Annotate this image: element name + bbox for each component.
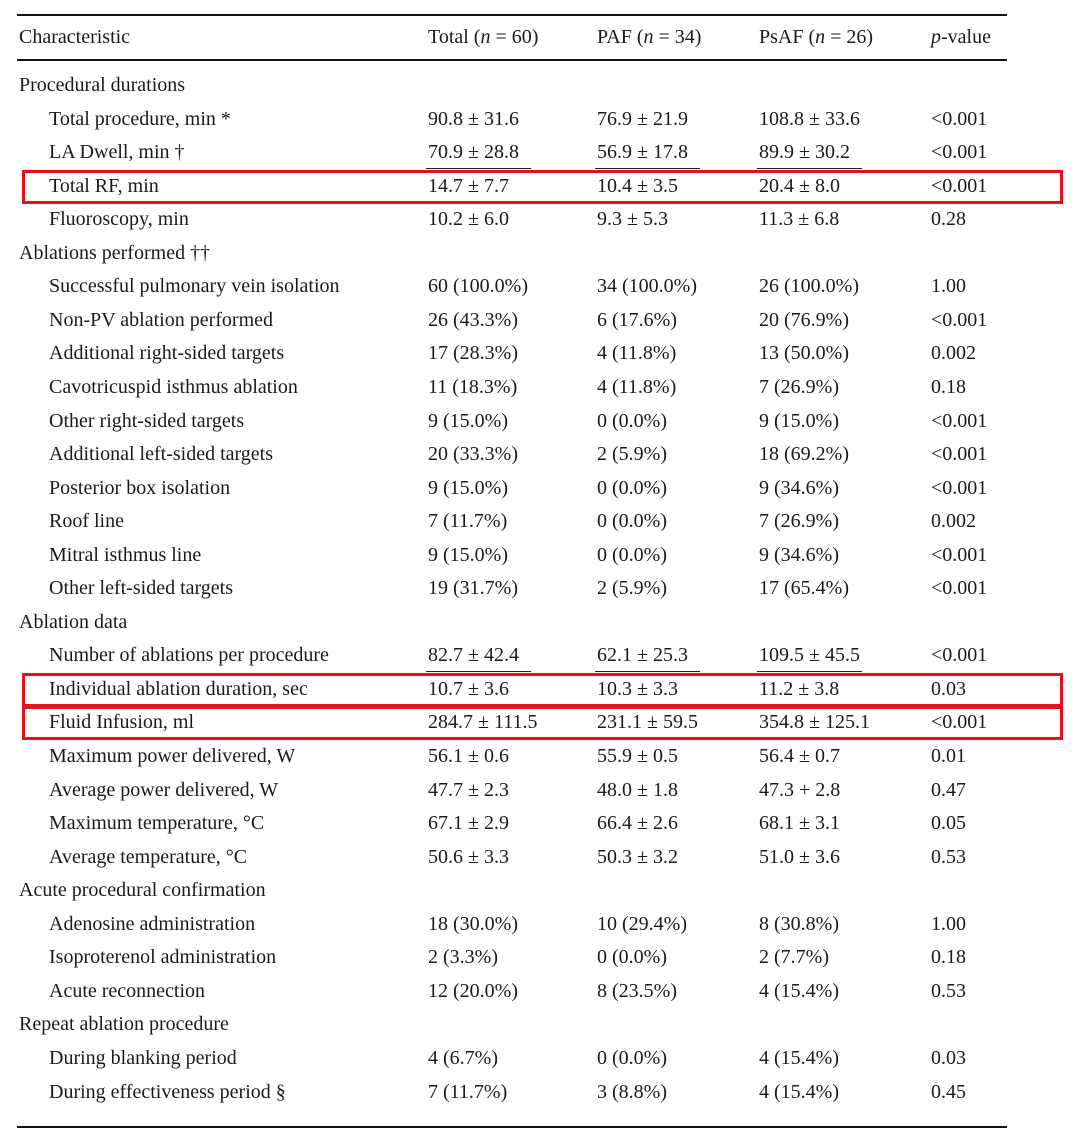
section-label: Repeat ablation procedure [19,1013,229,1035]
table-row [0,907,1080,941]
cell-total: 18 (30.0%) [428,913,518,935]
cell-p: <0.001 [931,544,988,566]
row-label: Mitral isthmus line [49,544,202,566]
cell-psaf: 354.8 ± 125.1 [759,711,870,733]
cell-paf: 3 (8.8%) [597,1081,667,1103]
row-label: Fluid Infusion, ml [49,711,195,733]
table-row [0,538,1080,572]
cell-p: 0.18 [931,946,966,968]
table-row [0,303,1080,337]
cell-total: 20 (33.3%) [428,443,518,465]
table-row [0,806,1080,840]
cell-psaf: 11.3 ± 6.8 [759,208,840,230]
header-characteristic: Characteristic [19,26,131,48]
cell-p: 1.00 [931,275,966,297]
cell-total: 9 (15.0%) [428,410,508,432]
cell-paf: 55.9 ± 0.5 [597,745,678,767]
cell-paf: 10 (29.4%) [597,913,687,935]
table-row [0,102,1080,136]
cell-p: 0.53 [931,980,966,1002]
cell-total: 82.7 ± 42.4 [428,644,519,666]
table-row [0,504,1080,538]
cell-psaf: 8 (30.8%) [759,913,839,935]
cell-psaf: 56.4 ± 0.7 [759,745,840,767]
cell-total: 10.7 ± 3.6 [428,678,509,700]
cell-psaf: 20 (76.9%) [759,309,849,331]
cell-total: 70.9 ± 28.8 [428,141,519,163]
table-row [0,1041,1080,1075]
section-row [0,236,1080,270]
row-label: LA Dwell, min † [49,141,185,163]
row-label: Other left-sided targets [49,577,234,599]
row-label: Average temperature, °C [49,846,248,868]
cell-psaf: 26 (100.0%) [759,275,859,297]
cell-paf: 0 (0.0%) [597,544,667,566]
cell-psaf: 9 (34.6%) [759,477,839,499]
cell-p: <0.001 [931,141,988,163]
cell-p: <0.001 [931,410,988,432]
row-label: Roof line [49,510,124,532]
row-label: Average power delivered, W [49,779,279,801]
cell-p: <0.001 [931,443,988,465]
cell-total: 7 (11.7%) [428,1081,508,1103]
cell-paf: 0 (0.0%) [597,510,667,532]
cell-psaf: 47.3 + 2.8 [759,779,841,801]
cell-total: 9 (15.0%) [428,477,508,499]
cell-p: <0.001 [931,108,988,130]
cell-total: 50.6 ± 3.3 [428,846,509,868]
cell-paf: 2 (5.9%) [597,577,667,599]
cell-p: 0.47 [931,779,966,801]
cell-total: 17 (28.3%) [428,342,518,364]
row-label: Total RF, min [49,175,159,197]
header-psaf: PsAF (n = 26) [759,26,874,48]
header-pvalue: p-value [931,26,991,48]
cell-psaf: 108.8 ± 33.6 [759,108,860,130]
table-row [0,202,1080,236]
cell-paf: 50.3 ± 3.2 [597,846,678,868]
cell-p: 0.53 [931,846,966,868]
cell-paf: 6 (17.6%) [597,309,677,331]
cell-p: <0.001 [931,309,988,331]
table-row [0,571,1080,605]
row-label: Posterior box isolation [49,477,231,499]
row-label: Individual ablation duration, sec [49,678,308,700]
row-label: Additional left-sided targets [49,443,274,465]
section-row [0,68,1080,102]
row-label: Total procedure, min * [49,108,231,130]
cell-p: <0.001 [931,644,988,666]
table-row [0,739,1080,773]
cell-paf: 0 (0.0%) [597,410,667,432]
cell-total: 60 (100.0%) [428,275,528,297]
cell-psaf: 7 (26.9%) [759,376,839,398]
cell-psaf: 4 (15.4%) [759,1047,839,1069]
header-total: Total (n = 60) [428,26,539,48]
table-row [0,471,1080,505]
cell-psaf: 18 (69.2%) [759,443,849,465]
cell-paf: 10.4 ± 3.5 [597,175,678,197]
section-label: Procedural durations [19,74,186,96]
cell-psaf: 51.0 ± 3.6 [759,846,840,868]
row-label: Successful pulmonary vein isolation [49,275,340,297]
row-label: Fluoroscopy, min [49,208,189,230]
cell-paf: 48.0 ± 1.8 [597,779,678,801]
row-label: During effectiveness period § [49,1081,286,1103]
cell-paf: 0 (0.0%) [597,1047,667,1069]
cell-p: <0.001 [931,711,988,733]
cell-paf: 0 (0.0%) [597,477,667,499]
cell-p: 0.18 [931,376,966,398]
table-row [0,840,1080,874]
cell-total: 14.7 ± 7.7 [428,175,509,197]
cell-total: 2 (3.3%) [428,946,498,968]
header-paf: PAF (n = 34) [597,26,702,48]
cell-paf: 62.1 ± 25.3 [597,644,688,666]
table-row [0,672,1080,706]
section-row [0,605,1080,639]
cell-psaf: 9 (15.0%) [759,410,839,432]
cell-total: 7 (11.7%) [428,510,508,532]
cell-psaf: 109.5 ± 45.5 [759,644,860,666]
cell-p: <0.001 [931,175,988,197]
cell-paf: 34 (100.0%) [597,275,697,297]
row-label: Cavotricuspid isthmus ablation [49,376,298,398]
cell-paf: 0 (0.0%) [597,946,667,968]
table-row [0,404,1080,438]
cell-total: 10.2 ± 6.0 [428,208,509,230]
cell-psaf: 13 (50.0%) [759,342,849,364]
row-label: Other right-sided targets [49,410,245,432]
cell-paf: 231.1 ± 59.5 [597,711,698,733]
table-row [0,169,1080,203]
cell-p: 0.01 [931,745,966,767]
cell-p: <0.001 [931,477,988,499]
cell-paf: 56.9 ± 17.8 [597,141,688,163]
cell-psaf: 4 (15.4%) [759,1081,839,1103]
table-bottom-rule [17,1126,1007,1128]
cell-psaf: 9 (34.6%) [759,544,839,566]
section-row [0,873,1080,907]
section-label: Acute procedural confirmation [19,879,266,901]
row-label: Maximum temperature, °C [49,812,265,834]
cell-total: 12 (20.0%) [428,980,518,1002]
table-row [0,1075,1080,1109]
cell-paf: 8 (23.5%) [597,980,677,1002]
cell-paf: 9.3 ± 5.3 [597,208,668,230]
table-row [0,269,1080,303]
section-label: Ablations performed †† [19,242,211,264]
table-row [0,135,1080,169]
cell-paf: 4 (11.8%) [597,342,677,364]
cell-psaf: 20.4 ± 8.0 [759,175,840,197]
cell-p: <0.001 [931,577,988,599]
table-row [0,974,1080,1008]
row-label: During blanking period [49,1047,237,1069]
section-label: Ablation data [19,611,128,633]
cell-total: 4 (6.7%) [428,1047,498,1069]
cell-paf: 76.9 ± 21.9 [597,108,688,130]
cell-psaf: 4 (15.4%) [759,980,839,1002]
cell-paf: 4 (11.8%) [597,376,677,398]
cell-p: 0.05 [931,812,966,834]
section-row [0,1007,1080,1041]
cell-psaf: 17 (65.4%) [759,577,849,599]
row-label: Non-PV ablation performed [49,309,274,331]
cell-total: 26 (43.3%) [428,309,518,331]
cell-total: 9 (15.0%) [428,544,508,566]
cell-psaf: 89.9 ± 30.2 [759,141,850,163]
cell-total: 67.1 ± 2.9 [428,812,509,834]
cell-total: 19 (31.7%) [428,577,518,599]
cell-total: 284.7 ± 111.5 [428,711,538,733]
cell-total: 90.8 ± 31.6 [428,108,519,130]
table-header-row [0,18,1080,58]
table-row [0,638,1080,672]
cell-p: 0.45 [931,1081,966,1103]
table-row [0,336,1080,370]
row-label: Adenosine administration [49,913,256,935]
row-label: Number of ablations per procedure [49,644,329,666]
table-row [0,437,1080,471]
cell-p: 1.00 [931,913,966,935]
cell-psaf: 68.1 ± 3.1 [759,812,840,834]
table-row [0,370,1080,404]
cell-total: 11 (18.3%) [428,376,518,398]
cell-paf: 66.4 ± 2.6 [597,812,678,834]
cell-total: 56.1 ± 0.6 [428,745,509,767]
cell-p: 0.002 [931,342,976,364]
cell-psaf: 11.2 ± 3.8 [759,678,840,700]
row-label: Additional right-sided targets [49,342,285,364]
cell-paf: 2 (5.9%) [597,443,667,465]
table-row [0,773,1080,807]
cell-p: 0.03 [931,1047,966,1069]
cell-p: 0.03 [931,678,966,700]
cell-psaf: 7 (26.9%) [759,510,839,532]
cell-total: 47.7 ± 2.3 [428,779,509,801]
cell-p: 0.002 [931,510,976,532]
cell-psaf: 2 (7.7%) [759,946,829,968]
table-top-rule [17,14,1007,16]
cell-p: 0.28 [931,208,966,230]
row-label: Maximum power delivered, W [49,745,296,767]
table-row [0,705,1080,739]
table-header-rule [17,59,1007,61]
row-label: Acute reconnection [49,980,206,1002]
cell-paf: 10.3 ± 3.3 [597,678,678,700]
row-label: Isoproterenol administration [49,946,277,968]
table-row [0,940,1080,974]
